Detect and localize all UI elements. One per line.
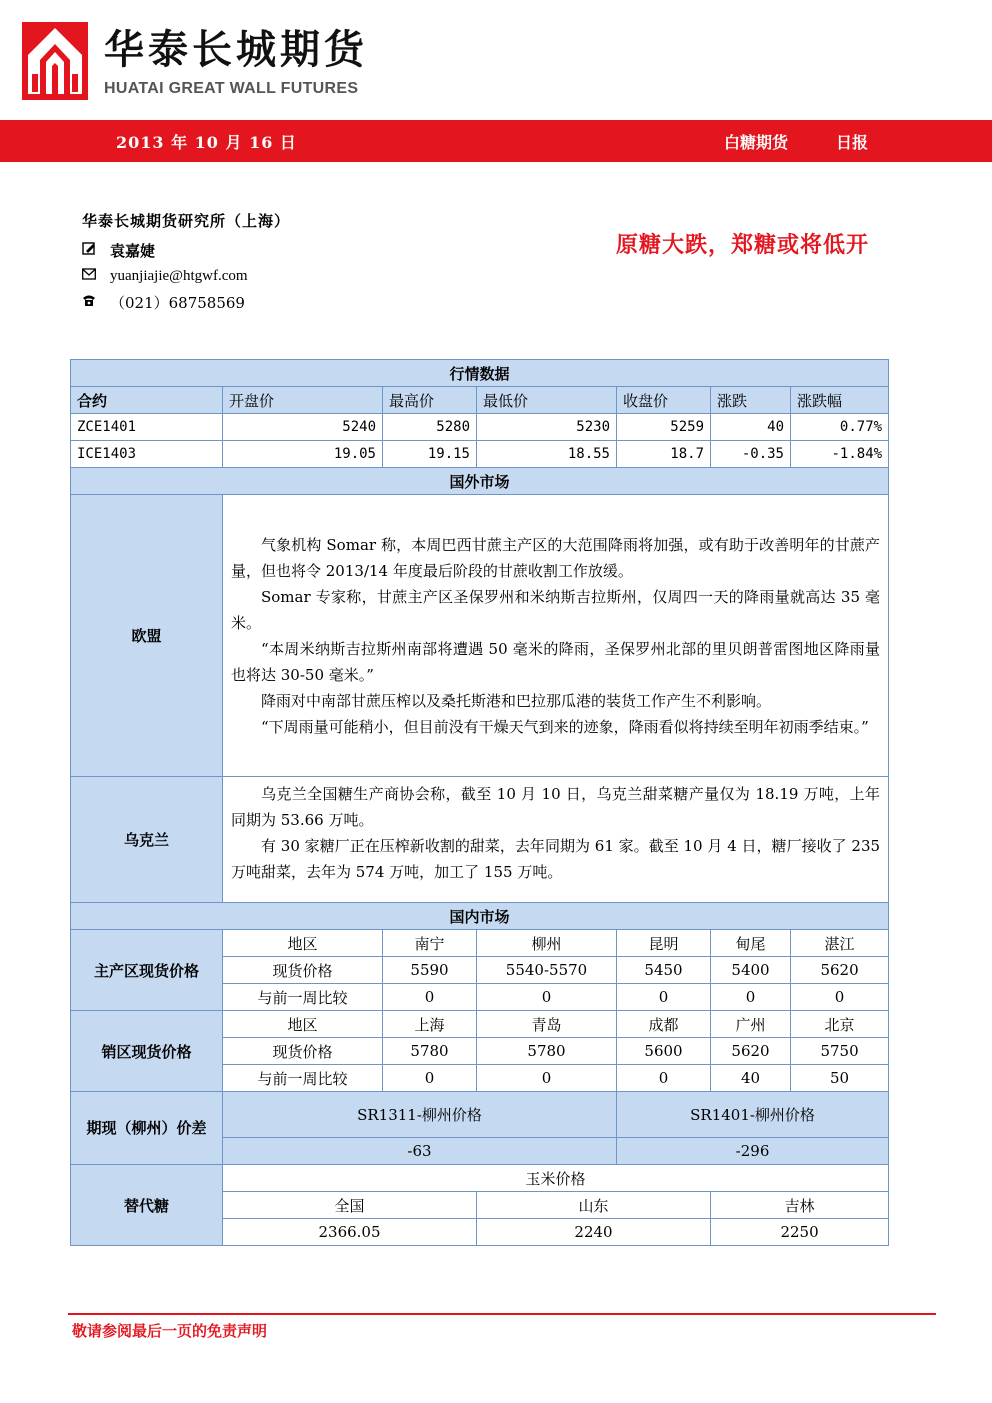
author-email[interactable]: yuanjiajie@htgwf.com (110, 267, 248, 284)
col-header: 涨跌幅 (791, 387, 889, 414)
weekly-change: 0 (791, 984, 889, 1011)
author-phone: （021）68758569 (110, 293, 245, 312)
spot-price: 5450 (617, 957, 711, 984)
corn-price-title: 玉米价格 (223, 1165, 889, 1192)
row-label: 现货价格 (223, 1038, 383, 1065)
foreign-row-brazil (71, 495, 889, 777)
row-label: 现货价格 (223, 957, 383, 984)
corn-price: 2240 (477, 1219, 711, 1246)
brand-name-en: HUATAI GREAT WALL FUTURES (104, 80, 359, 97)
news-paragraph: 气象机构 Somar 称，本周巴西甘蔗主产区的大范围降雨将加强，或有助于改善明年的甘蔗产量，但也将令 2013/14 年度最后阶段的甘蔗收割工作放缓。 (231, 535, 881, 580)
market-table (70, 359, 889, 1246)
section-domestic-market: 国内市场 (71, 903, 889, 930)
huatai-logo-icon (22, 22, 88, 100)
row-label: 地区 (223, 930, 383, 957)
low-price: 18.55 (477, 441, 617, 468)
contract-code: ICE1403 (71, 441, 223, 468)
brand-name-cn: 华泰长城期货 (104, 27, 368, 73)
market-header-row (71, 387, 889, 414)
row-label: 地区 (223, 1011, 383, 1038)
weekly-change: 0 (477, 1065, 617, 1092)
spot-price: 5600 (617, 1038, 711, 1065)
weekly-change: 0 (711, 984, 791, 1011)
sales-spot-label: 销区现货价格 (71, 1011, 223, 1092)
spot-price: 5780 (383, 1038, 477, 1065)
substitute-title-row (71, 1165, 889, 1192)
production-region-row (71, 930, 889, 957)
region-name: 北京 (791, 1011, 889, 1038)
row-label: 与前一周比较 (223, 984, 383, 1011)
spot-price: 5540-5570 (477, 957, 617, 984)
weekly-change: 0 (477, 984, 617, 1011)
row-label: 与前一周比较 (223, 1065, 383, 1092)
col-header: 开盘价 (223, 387, 383, 414)
section-foreign-market: 国外市场 (71, 468, 889, 495)
region-name: 甸尾 (711, 930, 791, 957)
edit-icon (82, 241, 110, 259)
report-date: 2013 年 10 月 16 日 (116, 133, 297, 152)
weekly-change: 0 (383, 984, 477, 1011)
report-category: 白糖期货 (724, 133, 789, 152)
news-paragraph: 有 30 家糖厂正在压榨新收割的甜菜，去年同期为 61 家。截至 10 月 4 日，糖厂接收了 235 万吨甜菜，去年为 574 万吨，加工了 155 万吨。 (231, 837, 881, 881)
author-phone-line (82, 289, 290, 315)
col-header: 最高价 (383, 387, 477, 414)
weekly-change: 0 (617, 984, 711, 1011)
change-pct: 0.77% (791, 414, 889, 441)
high-price: 5280 (383, 414, 477, 441)
col-header: 合约 (71, 387, 223, 414)
col-header: 涨跌 (711, 387, 791, 414)
spread-value: -63 (223, 1138, 617, 1165)
region-name: 成都 (617, 1011, 711, 1038)
mail-icon (82, 268, 110, 284)
footer-disclaimer[interactable]: 敬请参阅最后一页的免责声明 (72, 1322, 268, 1340)
region-name: 昆明 (617, 930, 711, 957)
corn-price: 2250 (711, 1219, 889, 1246)
spread-name: SR1311-柳州价格 (223, 1092, 617, 1138)
news-paragraph: “下周雨量可能稍小，但目前没有干燥天气到来的迹象，降雨看似将持续至明年初雨季结束。” (261, 717, 869, 736)
production-spot-label: 主产区现货价格 (71, 930, 223, 1011)
change: 40 (711, 414, 791, 441)
author-block (82, 210, 290, 315)
spread-name-row (71, 1092, 889, 1138)
spot-price: 5750 (791, 1038, 889, 1065)
table-row (71, 441, 889, 468)
report-type: 日报 (836, 133, 869, 152)
low-price: 5230 (477, 414, 617, 441)
region-name: 山东 (477, 1192, 711, 1219)
weekly-change: 40 (711, 1065, 791, 1092)
report-headline: 原糖大跌，郑糖或将低开 (616, 232, 870, 258)
region-label: 欧盟 (71, 495, 223, 777)
table-row (71, 414, 889, 441)
col-header: 收盘价 (617, 387, 711, 414)
region-name: 吉林 (711, 1192, 889, 1219)
weekly-change: 50 (791, 1065, 889, 1092)
author-org: 华泰长城期货研究所（上海） (82, 212, 291, 230)
report-header-bar (0, 120, 992, 162)
change: -0.35 (711, 441, 791, 468)
sales-region-row (71, 1011, 889, 1038)
region-name: 广州 (711, 1011, 791, 1038)
region-name: 南宁 (383, 930, 477, 957)
region-label: 乌克兰 (71, 777, 223, 903)
spread-name: SR1401-柳州价格 (617, 1092, 889, 1138)
foreign-news-text (223, 777, 889, 903)
author-email-line (82, 263, 290, 289)
high-price: 19.15 (383, 441, 477, 468)
news-paragraph: Somar 专家称，甘蔗主产区圣保罗州和米纳斯吉拉斯州，仅周四一天的降雨量就高达 35 毫米。 (231, 587, 881, 632)
corn-price: 2366.05 (223, 1219, 477, 1246)
spot-price: 5780 (477, 1038, 617, 1065)
spot-price: 5400 (711, 957, 791, 984)
spread-value: -296 (617, 1138, 889, 1165)
section-market-data: 行情数据 (71, 360, 889, 387)
news-paragraph: “本周米纳斯吉拉斯州南部将遭遇 50 毫米的降雨，圣保罗州北部的里贝朗普雷图地区降雨量也将达 30-50 毫米。” (231, 639, 881, 684)
author-name: 袁嘉婕 (110, 241, 156, 260)
contract-code: ZCE1401 (71, 414, 223, 441)
region-name: 全国 (223, 1192, 477, 1219)
spot-price: 5620 (711, 1038, 791, 1065)
spot-price: 5620 (791, 957, 889, 984)
col-header: 最低价 (477, 387, 617, 414)
author-name-line (82, 237, 290, 263)
phone-icon (82, 294, 110, 311)
spot-price: 5590 (383, 957, 477, 984)
region-name: 柳州 (477, 930, 617, 957)
open-price: 19.05 (223, 441, 383, 468)
weekly-change: 0 (617, 1065, 711, 1092)
region-name: 湛江 (791, 930, 889, 957)
close-price: 18.7 (617, 441, 711, 468)
weekly-change: 0 (383, 1065, 477, 1092)
footer-divider (68, 1313, 936, 1315)
news-paragraph: 乌克兰全国糖生产商协会称，截至 10 月 10 日，乌克兰甜菜糖产量仅为 18.19 万吨，上年同期为 53.66 万吨。 (231, 785, 881, 829)
close-price: 5259 (617, 414, 711, 441)
foreign-news-text (223, 495, 889, 777)
change-pct: -1.84% (791, 441, 889, 468)
substitute-sugar-label: 替代糖 (71, 1165, 223, 1246)
foreign-row-ukraine (71, 777, 889, 903)
basis-spread-label: 期现（柳州）价差 (71, 1092, 223, 1165)
open-price: 5240 (223, 414, 383, 441)
region-name: 青岛 (477, 1011, 617, 1038)
region-name: 上海 (383, 1011, 477, 1038)
news-paragraph: 降雨对中南部甘蔗压榨以及桑托斯港和巴拉那瓜港的装货工作产生不利影响。 (261, 691, 772, 710)
